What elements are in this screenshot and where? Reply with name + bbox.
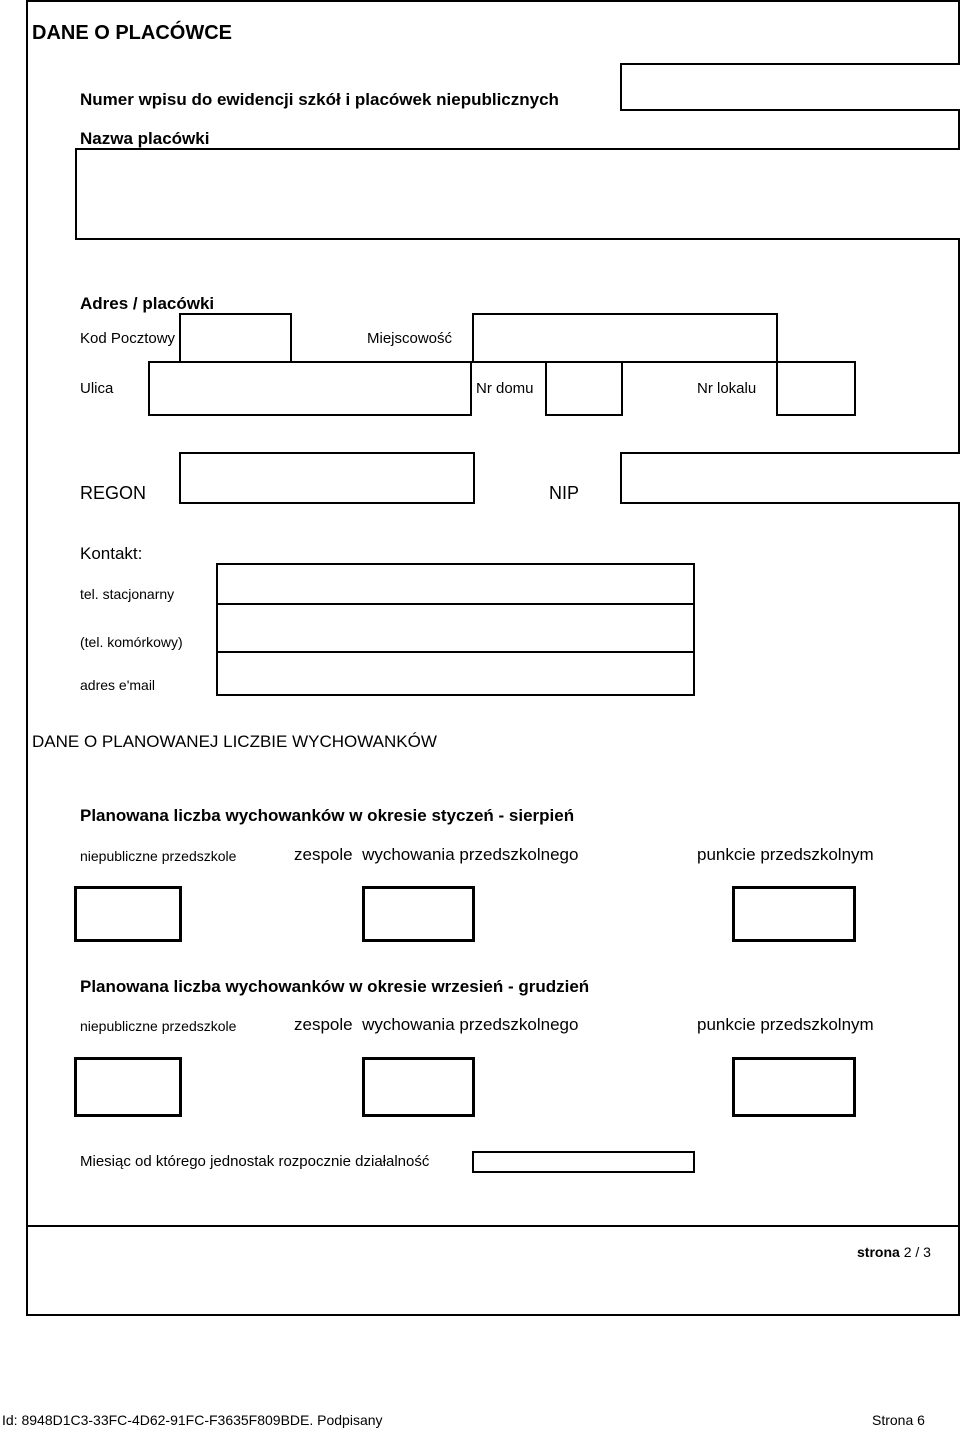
email-field[interactable] [216, 651, 695, 696]
section-title-children: DANE O PLANOWANEJ LICZBIE WYCHOWANKÓW [32, 732, 437, 751]
email-label: adres e'mail [80, 677, 156, 693]
apartment-number-label: Nr lokalu [697, 380, 757, 397]
registry-number-label: Numer wpisu do ewidencji szkół i placówek niepublicznych [80, 90, 559, 109]
address-heading: Adres / placówki [80, 294, 215, 313]
document-id-footer: Id: 8948D1C3-33FC-4D62-91FC-F3635F809BDE. Podpisany [2, 1412, 383, 1428]
page-number-footer: Strona 6 [872, 1412, 925, 1428]
postal-code-label: Kod Pocztowy [80, 330, 176, 347]
period1-preschool-field[interactable] [74, 886, 182, 942]
mobile-phone-field[interactable] [216, 603, 695, 653]
frame-top-border [26, 0, 960, 2]
facility-name-field[interactable] [75, 148, 960, 240]
city-label: Miejscowość [367, 330, 453, 347]
mobile-phone-label: (tel. komórkowy) [80, 634, 183, 650]
period1-heading: Planowana liczba wychowanków w okresie styczeń - sierpień [80, 806, 575, 825]
period1-team-rest: wychowania przedszkolnego [362, 845, 579, 864]
period2-heading: Planowana liczba wychowanków w okresie wrzesień - grudzień [80, 977, 590, 996]
page-current: 2 [903, 1244, 912, 1260]
period1-team-field[interactable] [362, 886, 475, 942]
period2-team-rest: wychowania przedszkolnego [362, 1015, 579, 1034]
start-month-field[interactable] [472, 1151, 695, 1173]
frame-divider [26, 1225, 960, 1227]
landline-phone-label: tel. stacjonarny [80, 586, 175, 602]
page-total: 3 [923, 1244, 931, 1260]
page-indicator-label: strona [857, 1244, 900, 1260]
registry-number-field[interactable] [620, 63, 960, 111]
apartment-number-field[interactable] [776, 361, 856, 416]
house-number-label: Nr domu [476, 380, 534, 397]
contact-heading: Kontakt: [80, 544, 143, 563]
period2-point-field[interactable] [732, 1057, 856, 1117]
nip-field[interactable] [620, 452, 960, 504]
section-title-facility: DANE O PLACÓWCE [32, 22, 232, 44]
period1-team-label [294, 845, 578, 865]
street-field[interactable] [148, 361, 472, 416]
period2-team-field[interactable] [362, 1057, 475, 1117]
city-field[interactable] [472, 313, 778, 363]
period2-point-label: punkcie przedszkolnym [697, 1015, 874, 1034]
period1-team-word: zespole [294, 845, 353, 864]
regon-field[interactable] [179, 452, 475, 504]
nip-label: NIP [549, 483, 580, 503]
period2-preschool-field[interactable] [74, 1057, 182, 1117]
period2-preschool-label: niepubliczne przedszkole [80, 1018, 237, 1034]
start-month-label: Miesiąc od którego jednostak rozpocznie działalność [80, 1153, 430, 1170]
period2-team-word: zespole [294, 1015, 353, 1034]
postal-code-field[interactable] [179, 313, 292, 363]
period2-team-label [294, 1015, 578, 1035]
house-number-field[interactable] [545, 361, 623, 416]
period1-point-label: punkcie przedszkolnym [697, 845, 874, 864]
period1-point-field[interactable] [732, 886, 856, 942]
facility-name-label: Nazwa placówki [80, 129, 210, 148]
street-label: Ulica [80, 380, 114, 397]
page-indicator [857, 1244, 931, 1260]
page-separator: / [915, 1244, 920, 1260]
regon-label: REGON [80, 483, 147, 503]
landline-phone-field[interactable] [216, 563, 695, 605]
period1-preschool-label: niepubliczne przedszkole [80, 848, 237, 864]
